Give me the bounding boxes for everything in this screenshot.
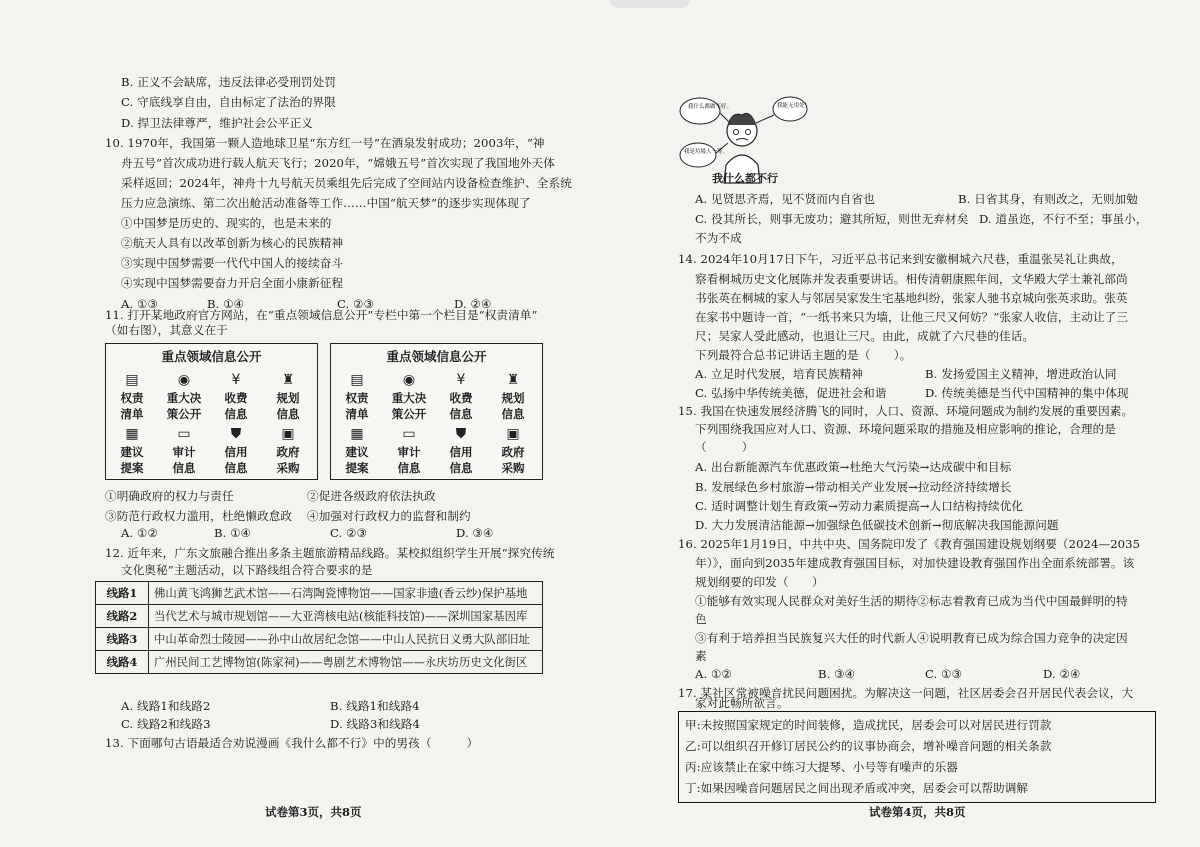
q16-stem: 规划纲要的印发（ ） xyxy=(695,575,824,589)
panel-item: ¥ 收费 信息 xyxy=(224,372,248,421)
q12-option-b: B. 线路1和线路4 xyxy=(330,699,420,713)
q11-statement: ①明确政府的权力与责任 xyxy=(105,489,234,503)
bubble-tail xyxy=(756,115,774,123)
checklist-icon: ▤ xyxy=(350,372,364,388)
route-table xyxy=(95,581,543,674)
q15-stem: （ ） xyxy=(695,440,754,454)
q13-option-a: A. 见贤思齐焉，见不贤而内自省也 xyxy=(695,192,875,206)
bubble-text: 我什么都做不好。 xyxy=(688,104,733,110)
q13-option-d: 不为不成 xyxy=(695,231,742,245)
opinion-ding: 丁:如果因噪音问题居民之间出现矛盾或冲突，居委会可以帮助调解 xyxy=(685,781,1029,795)
q11-statement: ③防范行政权力滥用，杜绝懒政怠政 xyxy=(105,509,293,523)
yuan-icon: ¥ xyxy=(456,372,466,388)
shield-icon: ⛊ xyxy=(455,426,467,442)
opinion-jia: 甲:未按照国家规定的时间装修，造成扰民，居委会可以对居民进行罚款 xyxy=(685,718,1052,732)
q10-statement: ③实现中国梦需要一代代中国人的接续奋斗 xyxy=(121,256,344,270)
opinion-bing: 丙:应该禁止在家中练习大提琴、小号等有噪声的乐器 xyxy=(685,760,958,774)
q11-option-c: C. ②③ xyxy=(330,526,368,540)
q14-stem: 尺；吴家人受此感动，也退让三尺。由此，成就了六尺巷的佳话。 xyxy=(695,329,1035,343)
boy-hair xyxy=(728,113,756,125)
speech-bubble xyxy=(680,98,720,124)
panel-item: ◉ 重大决 策公开 xyxy=(166,372,202,421)
q12-option-d: D. 线路3和线路4 xyxy=(330,717,420,731)
q15-option-c: C. 适时调整计划生育政策→劳动力素质提高→人口结构持续优化 xyxy=(695,499,1024,513)
panel-item: ▣ 政府 采购 xyxy=(501,426,525,475)
q13-option-d: D. 道虽迩，不行不至；事虽小， xyxy=(979,212,1148,226)
q10-option-b: B. ①④ xyxy=(207,297,245,311)
panel-item: ¥ 收费 信息 xyxy=(449,372,473,421)
ribbon-icon: ♜ xyxy=(506,372,520,388)
comic-title: 我什么都不行 xyxy=(712,172,778,185)
q10-stem: 采样返回；2024年，神舟十九号航天员乘组先后完成了空间站内设备检查维护、全系统 xyxy=(121,176,572,190)
q16-statement: 素 xyxy=(695,649,707,663)
q14-stem: 在家书中题诗一首，“一纸书来只为墙，让他三尺又何妨？”张家人收信，主动让了三 xyxy=(695,310,1129,324)
info-disclosure-panel xyxy=(105,343,318,480)
q11-option-d: D. ③④ xyxy=(456,526,494,540)
route-name: 线路2 xyxy=(96,605,149,628)
panel-item: ▦ 建议 提案 xyxy=(345,426,369,475)
route-path: 佛山黄飞鸿狮艺武术馆——石湾陶瓷博物馆——国家非遗(香云纱)保护基地 xyxy=(149,582,543,605)
q15-option-b: B. 发展绿色乡村旅游→带动相关产业发展→拉动经济持续增长 xyxy=(695,480,1012,494)
page-footer: 试卷第4页，共8页 xyxy=(869,805,966,819)
q16-option-a: A. ①② xyxy=(695,667,733,681)
q14-stem: 下列最符合总书记讲话主题的是（ ）。 xyxy=(695,348,912,362)
q10-statement: ①中国梦是历史的、现实的，也是未来的 xyxy=(121,216,332,230)
panel-item: ▭ 审计 信息 xyxy=(397,426,421,475)
monitor-icon: ▭ xyxy=(402,426,416,442)
q16-statement: 色 xyxy=(695,612,707,626)
q11-stem: （如右图），其意义在于 xyxy=(105,323,228,337)
q12-option-a: A. 线路1和线路2 xyxy=(121,699,211,713)
q15-stem: 15. 我国在快速发展经济腾飞的同时，人口、资源、环境问题成为制约发展的重要因素。 xyxy=(678,404,1134,418)
table-row xyxy=(96,651,543,674)
panel-item: ▦ 建议 提案 xyxy=(120,426,144,475)
q10-option-c: C. ②③ xyxy=(337,297,375,311)
q15-option-a: A. 出台新能源汽车优惠政策→杜绝大气污染→达成碳中和目标 xyxy=(695,460,1012,474)
q9-option-b: B. 正义不会缺席，违反法律必受刑罚处罚 xyxy=(121,75,336,89)
q16-stem: 年）》，面向到2035年建成教育强国目标，对加快建设教育强国作出全面系统部署。该 xyxy=(695,556,1135,570)
lightbulb-icon: ◉ xyxy=(402,372,416,388)
panel-item: ◉ 重大决 策公开 xyxy=(391,372,427,421)
q9-option-d: D. 捍卫法律尊严，维护社会公平正义 xyxy=(121,116,313,130)
q12-stem: 文化奥秘”主题活动，以下路线组合符合要求的是 xyxy=(121,563,373,577)
q13-option-c: C. 役其所长，则事无废功；避其所短，则世无弃材矣 xyxy=(695,212,969,226)
bubble-text: 我能无用处！ xyxy=(777,103,811,109)
document-icon: ▦ xyxy=(350,426,364,442)
q10-stem: 10. 1970年，我国第一颗人造地球卫星“东方红一号”在酒泉发射成功；2003年，“神 xyxy=(105,136,545,150)
q13-stem: 13. 下面哪句古语最适合劝说漫画《我什么都不行》中的男孩（ ） xyxy=(105,736,479,750)
panel-title: 重点领域信息公开 xyxy=(386,349,487,364)
panel-item: ♜ 规划 信息 xyxy=(501,372,525,421)
q11-stem: 11. 打开某地政府官方网站，在“重点领域信息公开”专栏中第一个栏目是“权责清单” xyxy=(105,308,538,322)
q12-option-c: C. 线路2和线路3 xyxy=(121,717,211,731)
route-path: 中山革命烈士陵园——孙中山故居纪念馆——中山人民抗日义勇大队部旧址 xyxy=(149,628,543,651)
ribbon-icon: ♜ xyxy=(281,372,295,388)
q9-option-c: C. 守底线享自由，自由标定了法治的界限 xyxy=(121,95,336,109)
q14-option-b: B. 发扬爱国主义精神，增进政治认同 xyxy=(925,367,1117,381)
q16-option-d: D. ②④ xyxy=(1043,667,1081,681)
q10-stem: 压力应急演练、第二次出舱活动准备等工作……中国“航天梦”的逐步实现体现了 xyxy=(121,196,531,210)
panel-item: ♜ 规划 信息 xyxy=(276,372,300,421)
q11-statement: ④加强对行政权力的监督和制约 xyxy=(307,509,471,523)
q16-stem: 16. 2025年1月19日，中共中央、国务院印发了《教育强国建设规划纲要（2024—2035 xyxy=(678,537,1141,551)
shield-icon: ⛊ xyxy=(230,426,242,442)
page-footer: 试卷第3页，共8页 xyxy=(265,805,362,819)
q15-stem: 下列围绕我国应对人口、资源、环境问题采取的措施及相应影响的推论，合理的是 xyxy=(695,422,1116,436)
panel-item: ⛊ 信用 信息 xyxy=(224,426,248,475)
panel-item: ▭ 审计 信息 xyxy=(172,426,196,475)
q14-stem: 察看桐城历史文化展陈并发表重要讲话。相传清朝康熙年间，文华殿大学士兼礼部尚 xyxy=(695,272,1128,286)
q17-stem: 家对此畅所欲言。 xyxy=(695,696,789,710)
table-row xyxy=(96,582,543,605)
q10-statement: ②航天人具有以改革创新为核心的民族精神 xyxy=(121,236,344,250)
panel-title: 重点领域信息公开 xyxy=(161,349,262,364)
yuan-icon: ¥ xyxy=(231,372,241,388)
q10-option-d: D. ②④ xyxy=(454,297,492,311)
q12-stem: 12. 近年来，广东文旅融合推出多条主题旅游精品线路。某校拟组织学生开展“探究传统 xyxy=(105,546,555,560)
table-row xyxy=(96,628,543,651)
route-name: 线路4 xyxy=(96,651,149,674)
panel-item: ⛊ 信用 信息 xyxy=(449,426,473,475)
panel-item: ▤ 权责 清单 xyxy=(345,372,369,421)
clipboard-icon: ▣ xyxy=(281,426,295,442)
q10-stem: 舟五号”首次成功进行载人航天飞行；2020年，“嫦娥五号”首次实现了我国地外天体 xyxy=(121,156,555,170)
info-disclosure-panel xyxy=(330,343,543,480)
q11-option-b: B. ①④ xyxy=(214,526,252,540)
speech-bubble xyxy=(680,143,716,167)
opinion-yi: 乙:可以组织召开修订居民公约的议事协商会，增补噪音问题的相关条款 xyxy=(685,739,1052,753)
bubble-text: 我是垃圾人一等。 xyxy=(684,149,729,155)
q11-option-a: A. ①② xyxy=(121,526,159,540)
q16-statement: ①能够有效实现人民群众对美好生活的期待②标志着教育已成为当代中国最鲜明的特 xyxy=(695,594,1128,608)
q16-option-c: C. ①③ xyxy=(925,667,963,681)
bubble-tail xyxy=(720,113,730,123)
q10-option-a: A. ①③ xyxy=(121,297,159,311)
route-name: 线路1 xyxy=(96,582,149,605)
checklist-icon: ▤ xyxy=(125,372,139,388)
document-icon: ▦ xyxy=(125,426,139,442)
exam-page-4 xyxy=(600,0,1200,847)
q14-option-c: C. 弘扬中华传统美德，促进社会和谐 xyxy=(695,386,887,400)
speech-bubble xyxy=(773,97,807,121)
q14-stem: 14. 2024年10月17日下午，习近平总书记来到安徽桐城六尺巷，重温张吴礼让典故， xyxy=(678,252,1123,266)
q14-option-a: A. 立足时代发展，培育民族精神 xyxy=(695,367,864,381)
q15-option-d: D. 大力发展清洁能源→加强绿色低碳技术创新→彻底解决我国能源问题 xyxy=(695,518,1059,532)
q11-statement: ②促进各级政府依法执政 xyxy=(307,489,436,503)
q14-option-d: D. 传统美德是当代中国精神的集中体现 xyxy=(925,386,1129,400)
resident-opinions-box xyxy=(678,711,1156,803)
route-path: 当代艺术与城市规划馆——大亚湾核电站(核能科技馆)——深圳国家基因库 xyxy=(149,605,543,628)
clipboard-icon: ▣ xyxy=(506,426,520,442)
lightbulb-icon: ◉ xyxy=(177,372,191,388)
q17-stem: 17. 某社区常被噪音扰民问题困扰。为解决这一问题，社区居委会召开居民代表会议，大 xyxy=(678,686,1134,700)
route-path: 广州民间工艺博物馆(陈家祠)——粤剧艺术博物馆——永庆坊历史文化街区 xyxy=(149,651,543,674)
monitor-icon: ▭ xyxy=(177,426,191,442)
panel-item: ▤ 权责 清单 xyxy=(120,372,144,421)
panel-item: ▣ 政府 采购 xyxy=(276,426,300,475)
q16-option-b: B. ③④ xyxy=(818,667,856,681)
q16-statement: ③有利于培养担当民族复兴大任的时代新人④说明教育已成为综合国力竞争的决定因 xyxy=(695,631,1128,645)
q10-statement: ④实现中国梦需要奋力开启全面小康新征程 xyxy=(121,276,344,290)
route-name: 线路3 xyxy=(96,628,149,651)
q14-stem: 书张英在桐城的家人与邻居吴家发生宅基地纠纷，张家人驰书京城向张英求助。张英 xyxy=(695,291,1128,305)
q13-option-b: B. 日省其身，有则改之，无则加勉 xyxy=(958,192,1138,206)
table-row xyxy=(96,605,543,628)
